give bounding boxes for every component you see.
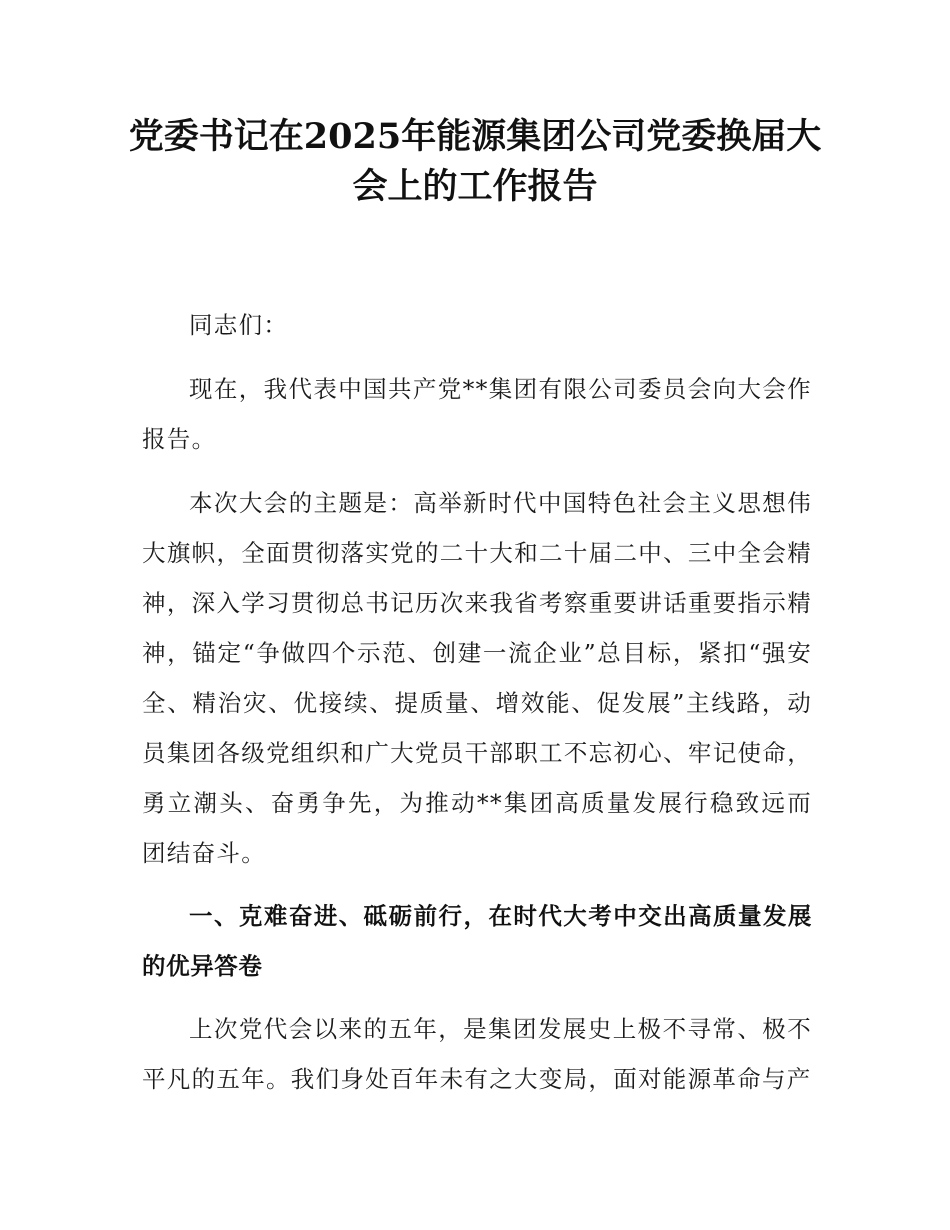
section-heading: 一、克难奋进、砥砺前行，在时代大考中交出高质量发展的优异答卷 [142, 902, 812, 980]
greeting-paragraph: 同志们： [189, 311, 289, 339]
theme-paragraph: 本次大会的主题是：高举新时代中国特色社会主义思想伟大旗帜，全面贯彻落实党的二十大和二十届二中、三中全会精神，深入学习贯彻总书记历次来我省考察重要讲话重要指示精神，锚定“争做四个示范、创建一流企业”总目标，紧扣“强安全、精治灾、优接续、提质量、增效能、促发展”主线路，动员集团各级党组织和广大党员干部职工不忘初心、牢记使命，勇立潮头、奋勇争先，为推动**集团高质量发展行稳致远而团结奋斗。 [142, 489, 812, 867]
title-line-2: 会上的工作报告 [352, 166, 598, 207]
section-paragraph: 上次党代会以来的五年，是集团发展史上极不寻常、极不平凡的五年。我们身处百年未有之大变局，面对能源革命与产 [142, 1015, 812, 1093]
title-line-1: 党委书记在2025年能源集团公司党委换届大 [128, 116, 822, 157]
document-title [100, 112, 850, 212]
intro-paragraph: 现在，我代表中国共产党**集团有限公司委员会向大会作报告。 [142, 375, 812, 453]
